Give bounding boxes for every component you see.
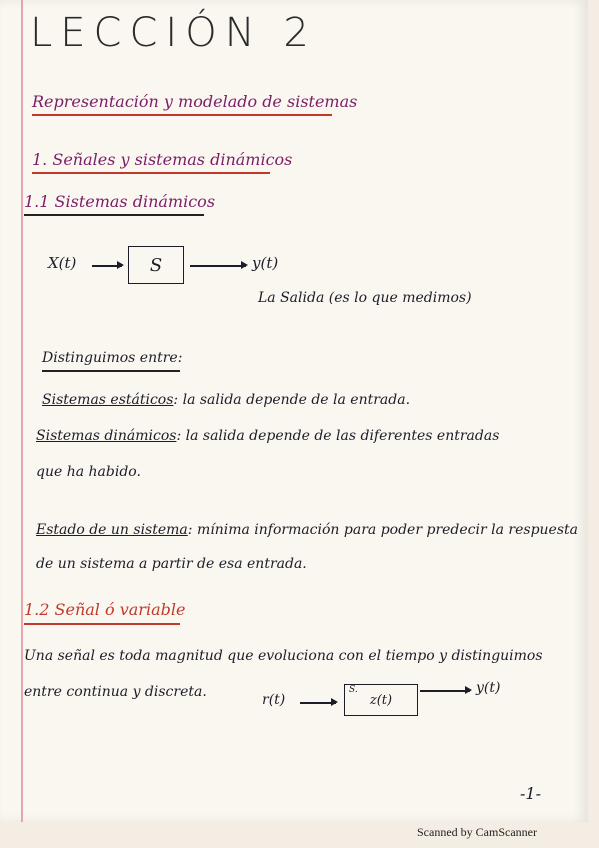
- diagram1-note: La Salida (es lo que medimos): [258, 290, 472, 306]
- diagram2-output: y(t): [476, 680, 501, 696]
- margin-line: [21, 0, 23, 822]
- static-line: [42, 392, 410, 408]
- scanner-watermark: Scanned by CamScanner: [417, 825, 537, 839]
- diagram1-system-block: [128, 246, 184, 284]
- diagram1-arrow-out: [190, 265, 246, 267]
- section-1-2-underline: [24, 623, 180, 625]
- state-line-2: de un sistema a partir de esa entrada.: [36, 556, 307, 572]
- section-1-1-underline: [24, 214, 204, 216]
- state-text: : mínima información para poder predecir la respuesta: [187, 522, 578, 538]
- diagram1-arrow-in: [92, 265, 122, 267]
- dynamic-line: [36, 428, 499, 444]
- distinguish-heading: Distinguimos entre:: [42, 350, 183, 366]
- section-1-1-heading: 1.1 Sistemas dinámicos: [24, 192, 216, 211]
- static-label: Sistemas estáticos: [42, 392, 174, 408]
- dynamic-label: Sistemas dinámicos: [36, 428, 177, 444]
- diagram2-arrow-out: [420, 690, 470, 692]
- state-label: Estado de un sistema: [36, 522, 188, 538]
- section-1-underline: [32, 172, 270, 174]
- subtitle-underline: [32, 114, 332, 116]
- dynamic-line-2: que ha habido.: [36, 464, 141, 480]
- section-1-2-heading: 1.2 Señal ó variable: [24, 600, 186, 619]
- section-1-heading: 1. Señales y sistemas dinámicos: [32, 150, 293, 169]
- state-line: [36, 522, 578, 538]
- subtitle: Representación y modelado de sistemas: [32, 92, 358, 111]
- page-number: -1-: [520, 784, 541, 803]
- static-text: : la salida depende de la entrada.: [173, 392, 411, 408]
- dynamic-text: : la salida depende de las diferentes entradas: [176, 428, 500, 444]
- signal-line-2: entre continua y discreta.: [24, 684, 207, 700]
- diagram1-input: X(t): [48, 254, 77, 272]
- diagram1-output: y(t): [252, 254, 279, 272]
- diagram2-block-label: z(t): [369, 692, 393, 708]
- page-title: LECCIÓN 2: [30, 10, 317, 56]
- diagram2-input: r(t): [262, 692, 286, 708]
- diagram2-system-block: [344, 684, 418, 716]
- diagram2-arrow-in: [300, 702, 336, 704]
- diagram2-block-corner: S.: [349, 685, 358, 695]
- diagram1-block-label: S: [149, 254, 163, 276]
- distinguish-underline: [42, 370, 180, 372]
- signal-line: Una señal es toda magnitud que evoluciona con el tiempo y distinguimos: [24, 648, 543, 664]
